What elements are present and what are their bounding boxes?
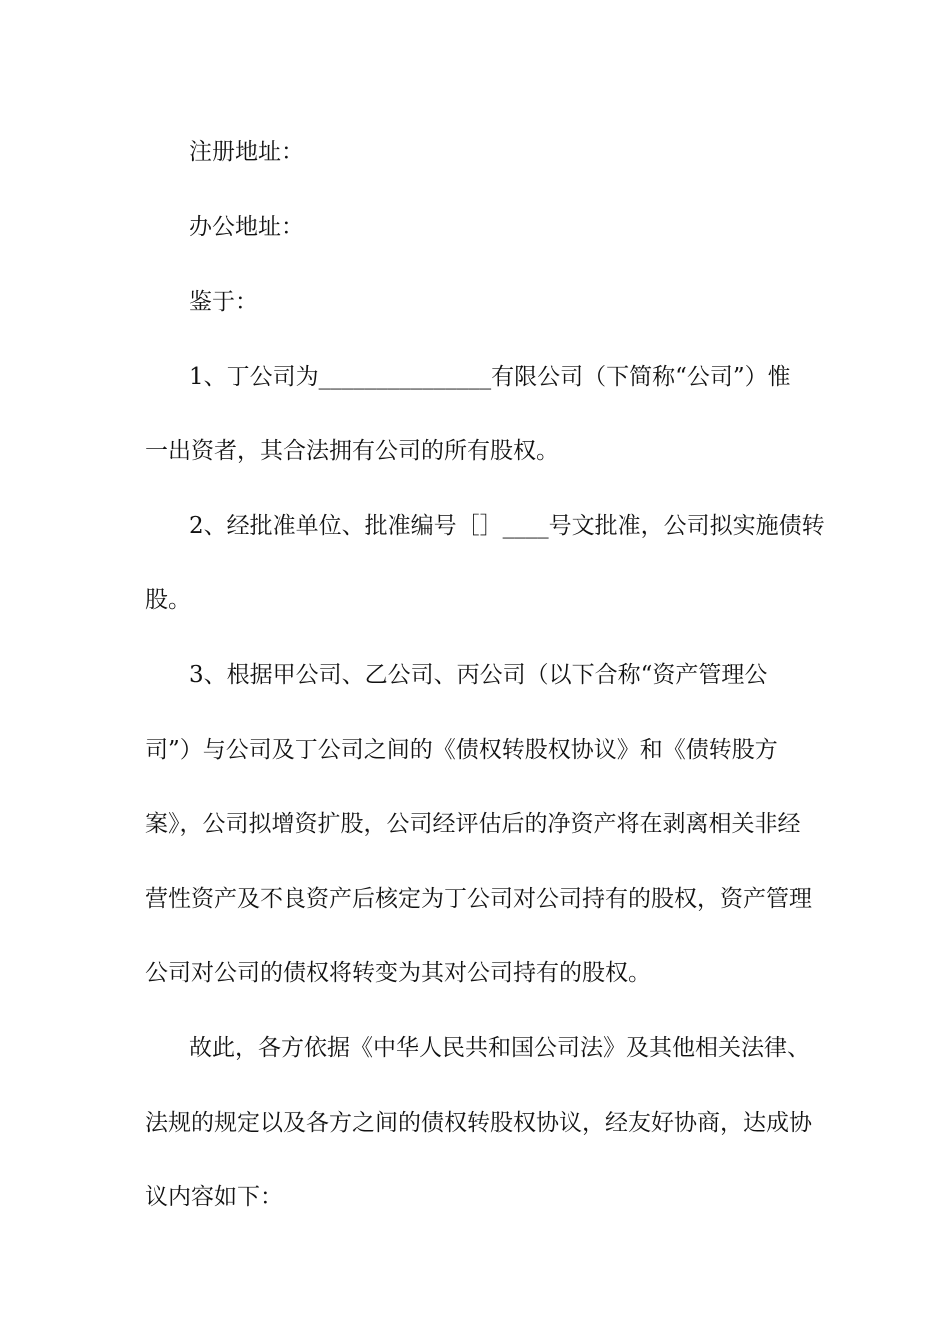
registered-address-label: 注册地址： xyxy=(189,139,304,165)
conclusion-line-1: 故此，各方依据《中华人民共和国公司法》及其他相关法律、 xyxy=(189,1035,810,1061)
conclusion-line-3: 议内容如下： xyxy=(145,1184,283,1210)
office-address-label: 办公地址： xyxy=(189,214,304,240)
clause-1-line-2: 一出资者，其合法拥有公司的所有股权。 xyxy=(145,438,559,464)
clause-3-line-2: 司”）与公司及丁公司之间的《债权转股权协议》和《债转股方 xyxy=(145,737,778,763)
clause-3-line-3: 案》，公司拟增资扩股，公司经评估后的净资产将在剥离相关非经 xyxy=(145,811,801,837)
clause-2-line-2: 股。 xyxy=(145,587,191,613)
conclusion-line-2: 法规的规定以及各方之间的债权转股权协议，经友好协商，达成协 xyxy=(145,1110,812,1136)
clause-3-line-1: 3、根据甲公司、乙公司、丙公司（以下合称“资产管理公 xyxy=(189,662,768,688)
whereas-heading: 鉴于： xyxy=(189,289,258,315)
clause-3-line-5: 公司对公司的债权将转变为其对公司持有的股权。 xyxy=(145,960,651,986)
clause-3-line-4: 营性资产及不良资产后核定为丁公司对公司持有的股权，资产管理 xyxy=(145,886,812,912)
clause-2-line-1: 2、经批准单位、批准编号［］____号文批准，公司拟实施债转 xyxy=(189,513,825,539)
clause-1-line-1: 1、丁公司为_______________有限公司（下简称“公司”）惟 xyxy=(189,364,791,390)
